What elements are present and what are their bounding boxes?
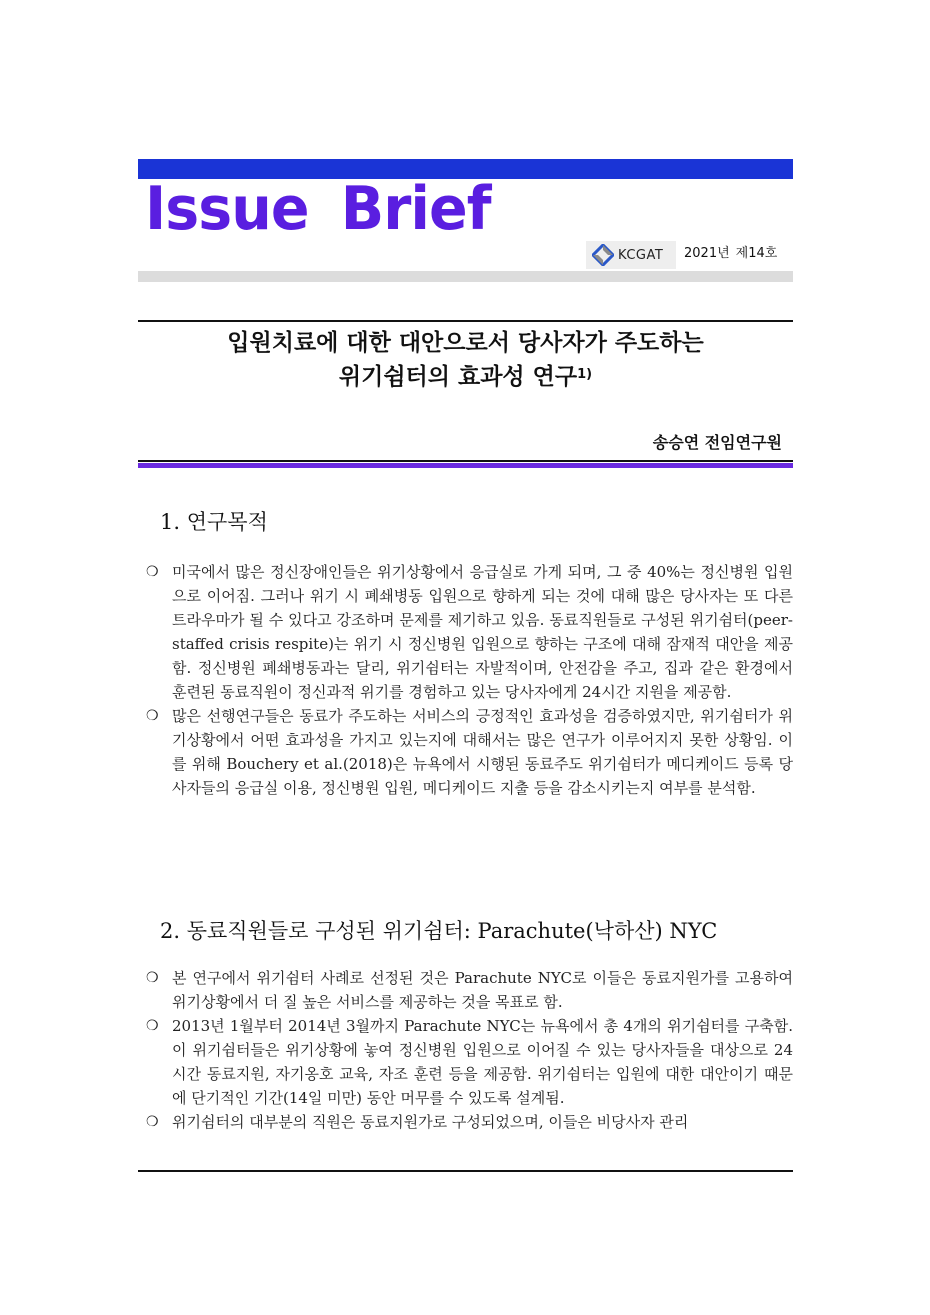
section-heading-1: 1. 연구목적: [160, 510, 268, 534]
logo-text: KCGAT: [618, 247, 664, 263]
author: 송승연 전임연구원: [652, 433, 782, 452]
section-heading-2: 2. 동료직원들로 구성된 위기쉼터: Parachute(낙하산) NYC: [160, 919, 718, 943]
title-line-2: 위기쉼터의 효과성 연구$^{1)}$: [338, 364, 593, 390]
kcgat-diamond-icon: [592, 244, 614, 266]
bullet-icon: ❍: [146, 1018, 159, 1034]
list-item: [138, 966, 793, 1014]
section-2-body: [138, 966, 793, 1134]
bullet-icon: ❍: [146, 1114, 159, 1130]
title-rule: [138, 320, 793, 322]
page-bottom-rule: [138, 1170, 793, 1172]
bullet-text: 본 연구에서 위기쉼터 사례로 선정된 것은 Parachute NYC로 이들은 동료지원가를 고용하여 위기상황에서 더 질 높은 서비스를 제공하는 것을 목표로 함.: [172, 969, 793, 1011]
article-title: [138, 326, 793, 394]
list-item: [138, 1110, 793, 1134]
bullet-text: 많은 선행연구들은 동료가 주도하는 서비스의 긍정적인 효과성을 검증하였지만, 위기쉼터가 위기상황에서 어떤 효과성을 가지고 있는지에 대해서는 많은 연구가 이루어지지 못한 상황임. 이를 위해 Bouchery et al.(2018)은 뉴욕에서 시행된 동료주도 위기쉼터가 메디케이드 등록 당사자들의 응급실 이용, 정신병원 입원, 메디케이드 지출 등을 감소시키는지 여부를 분석함.: [172, 707, 793, 797]
title-line-1: 입원치료에 대한 대안으로서 당사자가 주도하는: [227, 330, 704, 356]
bullet-icon: ❍: [146, 564, 159, 580]
section-1-body: [138, 560, 793, 800]
issue-number: [684, 242, 777, 261]
author-rule: [138, 460, 793, 462]
bullet-icon: ❍: [146, 970, 159, 986]
author-rule-accent: [138, 463, 793, 468]
bullet-text: 미국에서 많은 정신장애인들은 위기상황에서 응급실로 가게 되며, 그 중 40%는 정신병원 입원으로 이어짐. 그러나 위기 시 폐쇄병동 입원으로 향하게 되는 것에 대해 많은 당사자는 또 다른 트라우마가 될 수 있다고 강조하며 문제를 제기하고 있음. 동료직원들로 구성된 위기쉼터(peer-staffed crisis respite)는 위기 시 정신병원 입원으로 향하는 구조에 대해 잠재적 대안을 제공함. 정신병원 폐쇄병동과는 달리, 위기쉼터는 자발적이며, 안전감을 주고, 집과 같은 환경에서 훈련된 동료직원이 정신과적 위기를 경험하고 있는 당사자에게 24시간 지원을 제공함.: [172, 563, 793, 701]
list-item: [138, 704, 793, 800]
list-item: [138, 1014, 793, 1110]
header-gray-band: [138, 271, 793, 282]
kcgat-logo: [586, 241, 676, 269]
issue-year: 2021년: [684, 246, 730, 261]
footnote-mark[interactable]: 1): [577, 367, 593, 382]
bullet-text: 2013년 1월부터 2014년 3월까지 Parachute NYC는 뉴욕에서 총 4개의 위기쉼터를 구축함. 이 위기쉼터들은 위기상황에 놓여 정신병원 입원으로 이어질 수 있는 당사자들을 대상으로 24시간 동료지원, 자기옹호 교육, 자조 훈련 등을 제공함. 위기쉼터는 입원에 대한 대안이기 때문에 단기적인 기간(14일 미만) 동안 머무를 수 있도록 설계됨.: [172, 1017, 793, 1107]
bullet-text: 위기쉼터의 대부분의 직원은 동료지원가로 구성되었으며, 이들은 비당사자 관리: [172, 1113, 689, 1131]
brand-title: Issue Brief: [145, 174, 491, 244]
list-item: [138, 560, 793, 704]
issue-volume: 제14호: [735, 246, 778, 261]
bullet-icon: ❍: [146, 708, 159, 724]
